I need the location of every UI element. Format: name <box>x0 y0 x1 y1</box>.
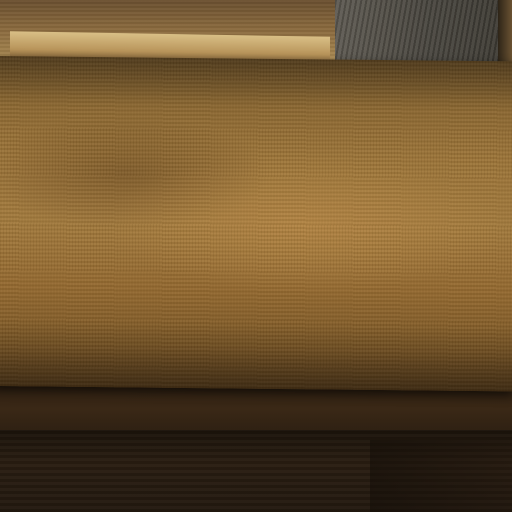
lower-gap <box>370 440 512 512</box>
beam-shading <box>0 56 512 391</box>
